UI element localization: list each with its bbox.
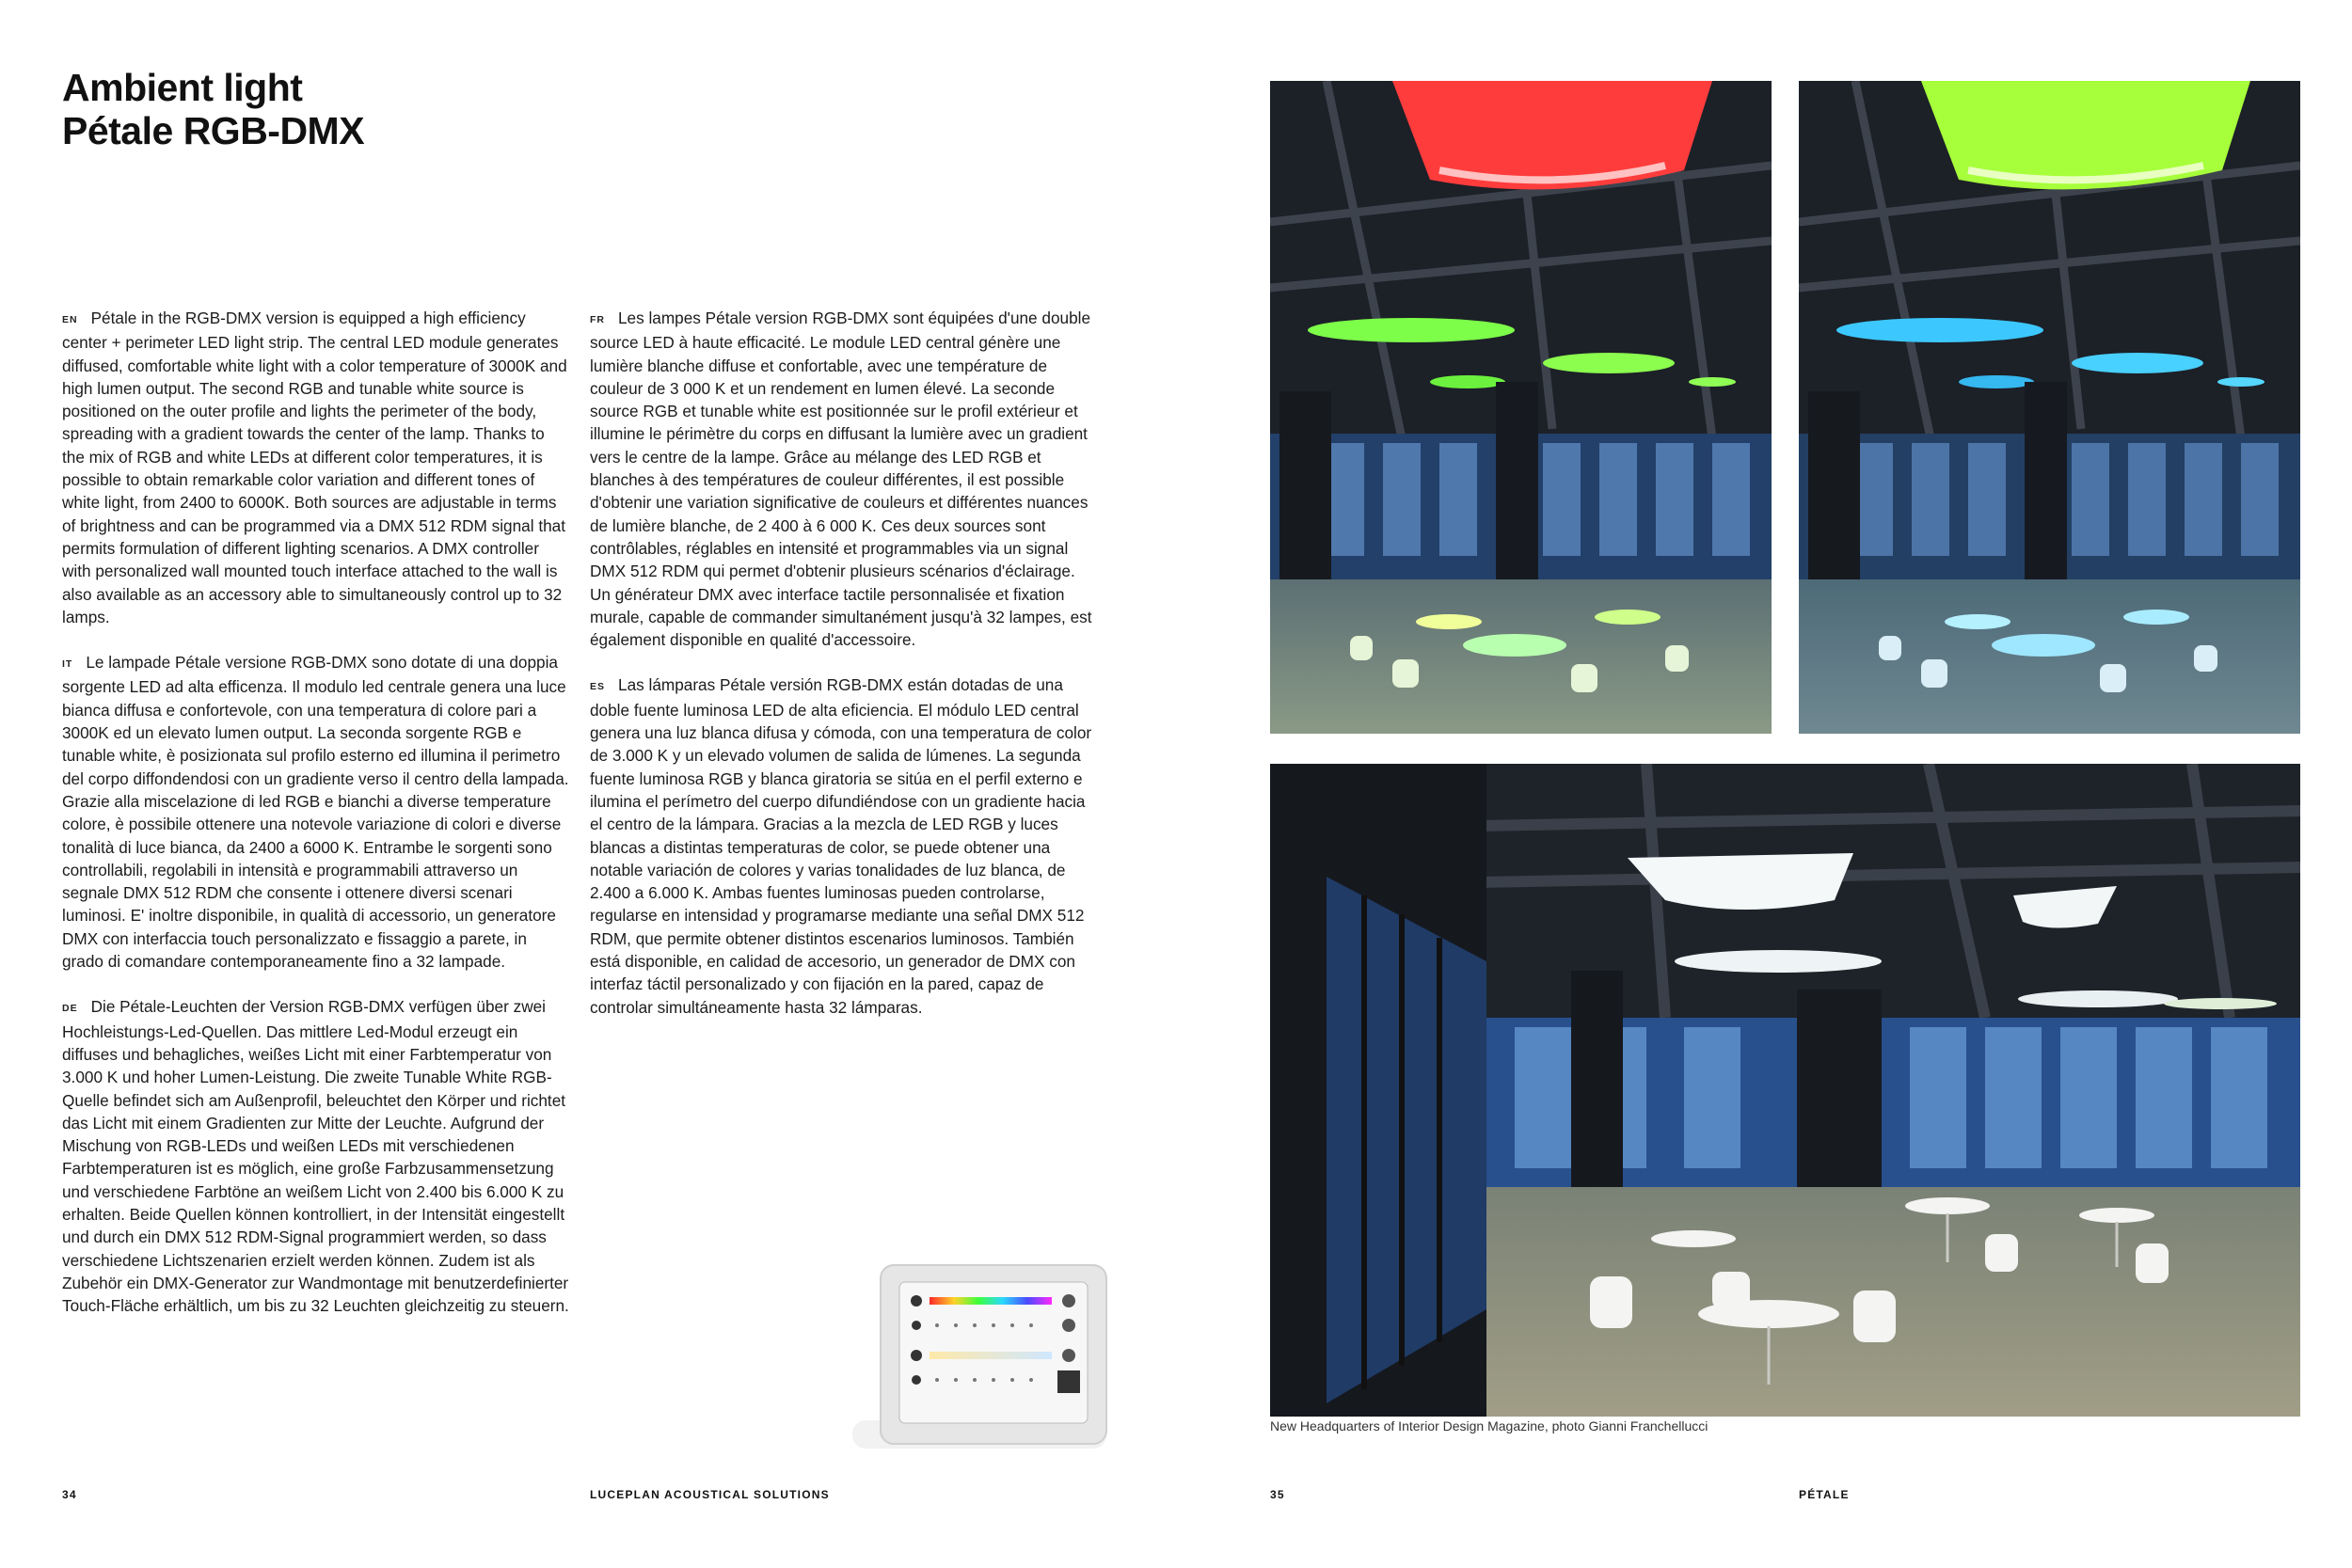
lang-code-it: IT [62,658,73,671]
text-column-left [62,307,570,1339]
footer-right-page-number: 35 [1270,1488,1285,1501]
footer-right-label: PÉTALE [1799,1488,1850,1501]
footer-left-page-number: 34 [62,1488,77,1501]
paragraph-it-text: Le lampade Pétale versione RGB-DMX sono dotate di una doppia sorgente LED ad alta efficenza. Il modulo led centrale genera una luce bianca diffusa e confortevole, con una temperatura di colore pari a 3000K ed un elevato lumen output. La seconda sorgente RGB e tunable white, è posizionata sul profilo esterno ed illumina il perimetro del corpo diffondendosi con un gradiente verso il centro della lampada. Grazie alla miscelazione di led RGB e bianchi a diverse temperature colore, è possibile ottenere una notevole variazione di colori e diverse tonalità di luce bianca, da 2400 a 6000 K. Entrambe le sorgenti sono controllabili, regolabili in intensità e programmabili attraverso un segnale DMX 512 RDM che consente i ottenere diversi scenari luminosi. E' inoltre disponibile, in qualità di accessorio, un generatore DMX con interfaccia touch personalizzato e fissaggio a parete, in grado di comandare contemporaneamente fino a 32 lampade. [62,653,569,972]
paragraph-it [62,651,570,973]
dmx-controller-image [805,1246,1163,1463]
title-line-2: Pétale RGB-DMX [62,109,365,152]
paragraph-es [590,673,1098,1018]
paragraph-es-text: Las lámparas Pétale versión RGB-DMX están dotadas de una doble fuente luminosa LED de alta eficiencia. El módulo LED central genera una luz blanca difusa y cómoda, con una temperatura de color de 3.000 K y un elevado volumen de salida de lúmenes. La segunda fuente luminosa RGB y blanca giratoria se sitúa en el perfil externo e ilumina el perímetro del cuerpo difundiéndose con un gradiente hacia el centro de la lámpara. Gracias a la mezcla de LED RGB y luces blancas a distintas temperaturas de color, se puede obtener una notable variación de colores y varias tonalidades de luz blanca, de 2.400 a 6.000 K. Ambas fuentes luminosas pueden controlarse, regularse en intensidad y programarse mediante una señal DMX 512 RDM, que permite obtener distintos escenarios luminosos. También está disponible, en calidad de accesorio, un generador de DMX con interfaz táctil personalizado y con fijación en la pared, capaz de controlar simultáneamente hasta 32 lámparas. [590,675,1092,1017]
photo-caption: New Headquarters of Interior Design Magazine, photo Gianni Franchellucci [1270,1418,1708,1433]
office-photo-white [1270,764,2300,1417]
paragraph-fr-text: Les lampes Pétale version RGB-DMX sont équipées d'une double source LED à haute efficacité. Le module LED central génère une lumière blanche diffuse et confortable, avec une température de couleur de 3 000 K et un rendement en lumen élevé. La seconde source RGB et tunable white est positionnée sur le profil extérieur et illumine le périmètre du corps en diffusant la lumière avec un gradient vers le centre de la lampe. Grâce au mélange des LED RGB et blanches à des températures de couleur différentes, il est possible d'obtenir une variation significative de couleurs et différentes nuances de lumière blanche, de 2 400 à 6 000 K. Ces deux sources sont contrôlables, réglables en intensité et programmables via un signal DMX 512 RDM qui permet d'obtenir plusieurs scénarios d'éclairage. Un générateur DMX avec interface tactile personnalisée et fixation murale, capable de commander simultanément jusqu'à 32 lampes, est également disponible en qualité d'accessoire. [590,309,1092,650]
office-photo-red [1270,81,1772,734]
lang-code-fr: FR [590,314,605,325]
lang-code-de: DE [62,1003,78,1015]
page-title [62,66,364,152]
paragraph-fr [590,307,1098,651]
office-photo-green [1799,81,2300,734]
text-column-middle [590,307,1098,1041]
paragraph-en-text: Pétale in the RGB-DMX version is equipped a high efficiency center + perimeter LED light strip. The central LED module generates diffused, comfortable white light with a color temperature of 3000K and high lumen output. The second RGB and tunable white source is positioned on the outer profile and lights the perimeter of the body, spreading with a gradient towards the center of the lamp. Thanks to the mix of RGB and white LEDs at different color temperatures, it is possible to obtain remarkable color variation and different tones of white light, from 2400 to 6000K. Both sources are adjustable in terms of brightness and can be programmed via a DMX 512 RDM signal that permits formulation of different lighting scenarios. A DMX controller with personalized wall mounted touch interface attached to the wall is also available as an accessory able to simultaneously control up to 32 lamps. [62,309,567,626]
paragraph-de [62,995,570,1317]
paragraph-en [62,307,570,628]
lang-code-es: ES [590,681,606,693]
title-line-1: Ambient light [62,66,303,109]
footer-left-label: LUCEPLAN ACOUSTICAL SOLUTIONS [590,1488,830,1501]
paragraph-de-text: Die Pétale-Leuchten der Version RGB-DMX verfügen über zwei Hochleistungs-Led-Quellen. Das mittlere Led-Modul erzeugt ein diffuses und behagliches, weißes Licht mit einer Farbtemperatur von 3.000 K und hoher Lumen-Leistung. Die zweite Tunable White RGB-Quelle befindet sich am Außenprofil, beleuchtet den Körper und richtet das Licht mit einem Gradienten zur Mitte der Leuchte. Aufgrund der Mischung von RGB-LEDs und weißen LEDs mit verschiedenen Farbtemperaturen ist es möglich, eine große Farbzusammensetzung und verschiedene Farbtöne an weißem Licht von 2.400 bis 6.000 K zu erhalten. Beide Quellen können kontrolliert, in der Intensität eingestellt und durch ein DMX 512 RDM-Signal programmiert werden, so dass verschiedene Lichtszenarien erzielt werden können. Zudem ist als Zubehör ein DMX-Generator zur Wandmontage mit benutzerdefinierter Touch-Fläche erhältlich, um bis zu 32 Leuchten gleichzeitig zu steuern. [62,997,569,1316]
lang-code-en: EN [62,314,78,325]
